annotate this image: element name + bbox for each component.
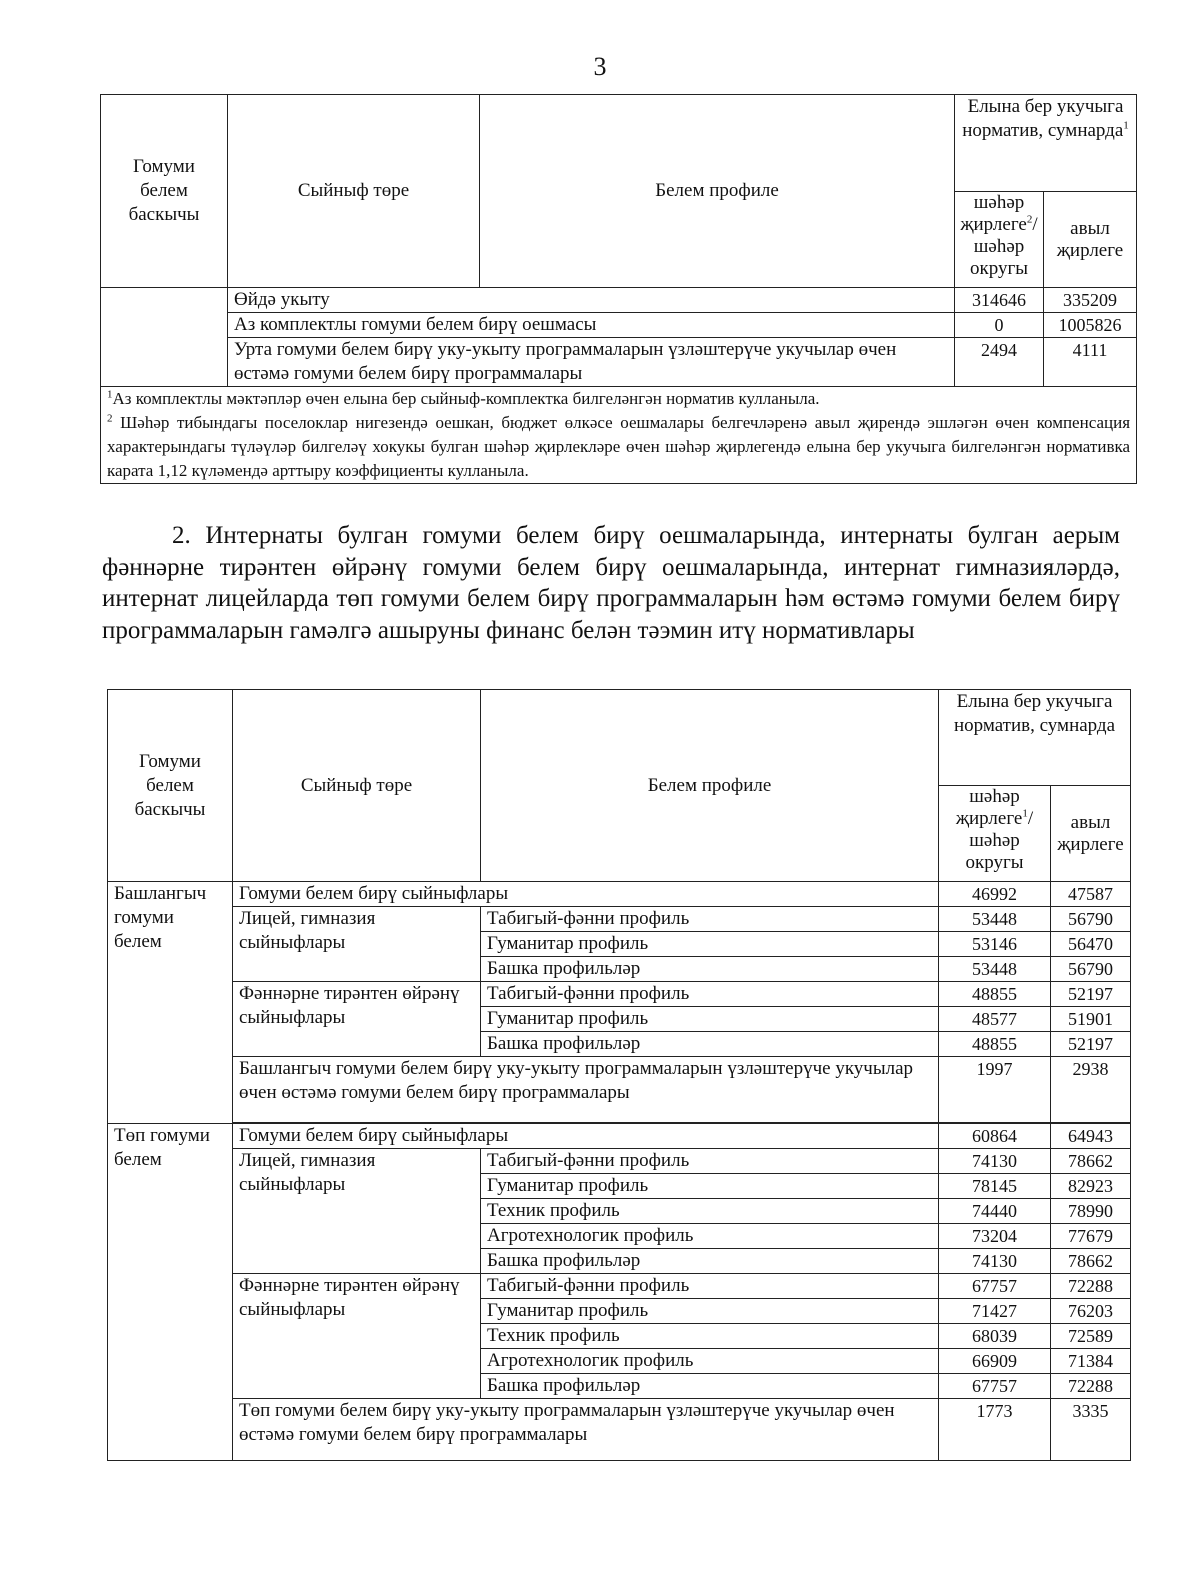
profile-cell: Табигый-фәнни профиль [481, 982, 939, 1007]
village-value: 78990 [1051, 1199, 1131, 1224]
profile-cell: Гуманитар профиль [481, 1174, 939, 1199]
city-value: 2494 [955, 338, 1044, 387]
header-stage: Гомуми белем баскычы [101, 95, 228, 288]
footnote-2: $^2$ Шәһәр тибындагы поселоклар нигезендә оешкан, бюджет өлкәсе оешмалары белгечләренә авыл җирендә эшләгән өчен компенсация характерындагы түләүләр билгеләү хокукы булган шәһәр җирлекләре өчен шәһәр җирлегендә елына бер укучыга билгеләнгән нормативка карата 1,12 күләмендә арттыру коэффициенты кулланыла. [107, 412, 1131, 480]
city-value: 53448 [939, 907, 1051, 932]
header-class-type: Сыйныф төре [233, 690, 481, 882]
profile-cell: Гуманитар профиль [481, 1007, 939, 1032]
village-value: 56470 [1051, 932, 1131, 957]
profile-cell: Табигый-фәнни профиль [481, 907, 939, 932]
footnote-1: $^1$Аз комплектлы мәктәпләр өчен елына бер сыйныф-комплектка билгеләнгән норматив кулланыла. [107, 388, 820, 408]
header-stage: Гомуми белем баскычы [108, 690, 233, 882]
city-value: 66909 [939, 1349, 1051, 1374]
stage-primary: Башлангыч гомуми белем [108, 882, 233, 1124]
village-value: 335209 [1044, 288, 1137, 313]
village-value: 71384 [1051, 1349, 1131, 1374]
city-value: 1773 [939, 1399, 1051, 1461]
village-value: 64943 [1051, 1124, 1131, 1149]
header-profile: Белем профиле [481, 690, 939, 882]
village-value: 56790 [1051, 907, 1131, 932]
village-value: 82923 [1051, 1174, 1131, 1199]
village-value: 52197 [1051, 982, 1131, 1007]
village-value: 77679 [1051, 1224, 1131, 1249]
city-value: 53448 [939, 957, 1051, 982]
header-class-type: Сыйныф төре [228, 95, 480, 288]
row-label: Гомуми белем бирү сыйныфлары [233, 882, 939, 907]
table-home-education [100, 94, 1137, 484]
profile-cell: Агротехнологик профиль [481, 1224, 939, 1249]
village-value: 4111 [1044, 338, 1137, 387]
profile-cell: Табигый-фәнни профиль [481, 1274, 939, 1299]
class-type-deep: Фәннәрне тирәнтен өйрәнү сыйныфлары [233, 1274, 481, 1399]
city-value: 68039 [939, 1324, 1051, 1349]
profile-cell: Техник профиль [481, 1199, 939, 1224]
village-value: 78662 [1051, 1249, 1131, 1274]
page-number: 3 [593, 52, 607, 81]
village-value: 72589 [1051, 1324, 1131, 1349]
city-value: 1997 [939, 1057, 1051, 1123]
row-label: Өйдә укыту [228, 288, 955, 313]
village-value: 52197 [1051, 1032, 1131, 1057]
class-type-lyceum: Лицей, гимназия сыйныфлары [233, 907, 481, 982]
city-value: 74130 [939, 1149, 1051, 1174]
header-village: авыл җирлеге [1044, 192, 1137, 288]
city-value: 67757 [939, 1274, 1051, 1299]
header-normative: Елына бер укучыга норматив, сумнарда [939, 690, 1131, 786]
profile-cell: Башка профильләр [481, 1032, 939, 1057]
village-value: 51901 [1051, 1007, 1131, 1032]
village-value: 72288 [1051, 1374, 1131, 1399]
row-label: Төп гомуми белем бирү уку-укыту программаларын үзләштерүче укучылар өчен өстәмә гомуми белем бирү программалары [233, 1399, 939, 1461]
village-value: 78662 [1051, 1149, 1131, 1174]
profile-cell: Башка профильләр [481, 957, 939, 982]
city-value: 0 [955, 313, 1044, 338]
profile-cell: Техник профиль [481, 1324, 939, 1349]
row-label: Урта гомуми белем бирү уку-укыту программаларын үзләштерүче укучылар өчен өстәмә гомуми белем бирү программалары [228, 338, 955, 387]
table-boarding-normatives [107, 689, 1131, 1461]
section-heading: 2. Интернаты булган гомуми белем бирү оешмаларында, интернаты булган аерым фәннәрне тирәнтен өйрәнү гомуми белем бирү оешмаларында, интернат гимназияләрдә, интернат лицейларда төп гомуми белем бирү программаларын һәм өстәмә гомуми белем бирү программаларын гамәлгә ашыруны финанс белән тәэмин итү нормативлары [102, 522, 1120, 644]
village-value: 47587 [1051, 882, 1131, 907]
footnotes [101, 387, 1137, 484]
header-village: авыл җирлеге [1051, 786, 1131, 882]
city-value: 60864 [939, 1124, 1051, 1149]
city-value: 48577 [939, 1007, 1051, 1032]
village-value: 1005826 [1044, 313, 1137, 338]
profile-cell: Табигый-фәнни профиль [481, 1149, 939, 1174]
village-value: 2938 [1051, 1057, 1131, 1123]
row-label: Гомуми белем бирү сыйныфлары [233, 1124, 939, 1149]
village-value: 3335 [1051, 1399, 1131, 1461]
header-profile: Белем профиле [480, 95, 955, 288]
village-value: 72288 [1051, 1274, 1131, 1299]
city-value: 48855 [939, 982, 1051, 1007]
city-value: 73204 [939, 1224, 1051, 1249]
header-normative: Елына бер укучыга норматив, сумнарда$^1$ [955, 95, 1137, 192]
class-type-deep: Фәннәрне тирәнтен өйрәнү сыйныфлары [233, 982, 481, 1057]
village-value: 76203 [1051, 1299, 1131, 1324]
stage-basic: Төп гомуми белем [108, 1124, 233, 1461]
stage-cell [101, 288, 228, 387]
profile-cell: Башка профильләр [481, 1249, 939, 1274]
header-city: шәһәр җирлеге$^2$/ шәһәр округы [955, 192, 1044, 288]
header-city: шәһәр җирлеге$^1$/ шәһәр округы [939, 786, 1051, 882]
profile-cell: Гуманитар профиль [481, 932, 939, 957]
class-type-lyceum: Лицей, гимназия сыйныфлары [233, 1149, 481, 1274]
profile-cell: Гуманитар профиль [481, 1299, 939, 1324]
city-value: 74130 [939, 1249, 1051, 1274]
city-value: 71427 [939, 1299, 1051, 1324]
city-value: 48855 [939, 1032, 1051, 1057]
village-value: 56790 [1051, 957, 1131, 982]
row-label: Башлангыч гомуми белем бирү уку-укыту программаларын үзләштерүче укучылар өчен өстәмә гомуми белем бирү программалары [233, 1057, 939, 1123]
city-value: 78145 [939, 1174, 1051, 1199]
city-value: 46992 [939, 882, 1051, 907]
profile-cell: Агротехнологик профиль [481, 1349, 939, 1374]
city-value: 67757 [939, 1374, 1051, 1399]
profile-cell: Башка профильләр [481, 1374, 939, 1399]
city-value: 74440 [939, 1199, 1051, 1224]
row-label: Аз комплектлы гомуми белем бирү оешмасы [228, 313, 955, 338]
city-value: 314646 [955, 288, 1044, 313]
city-value: 53146 [939, 932, 1051, 957]
